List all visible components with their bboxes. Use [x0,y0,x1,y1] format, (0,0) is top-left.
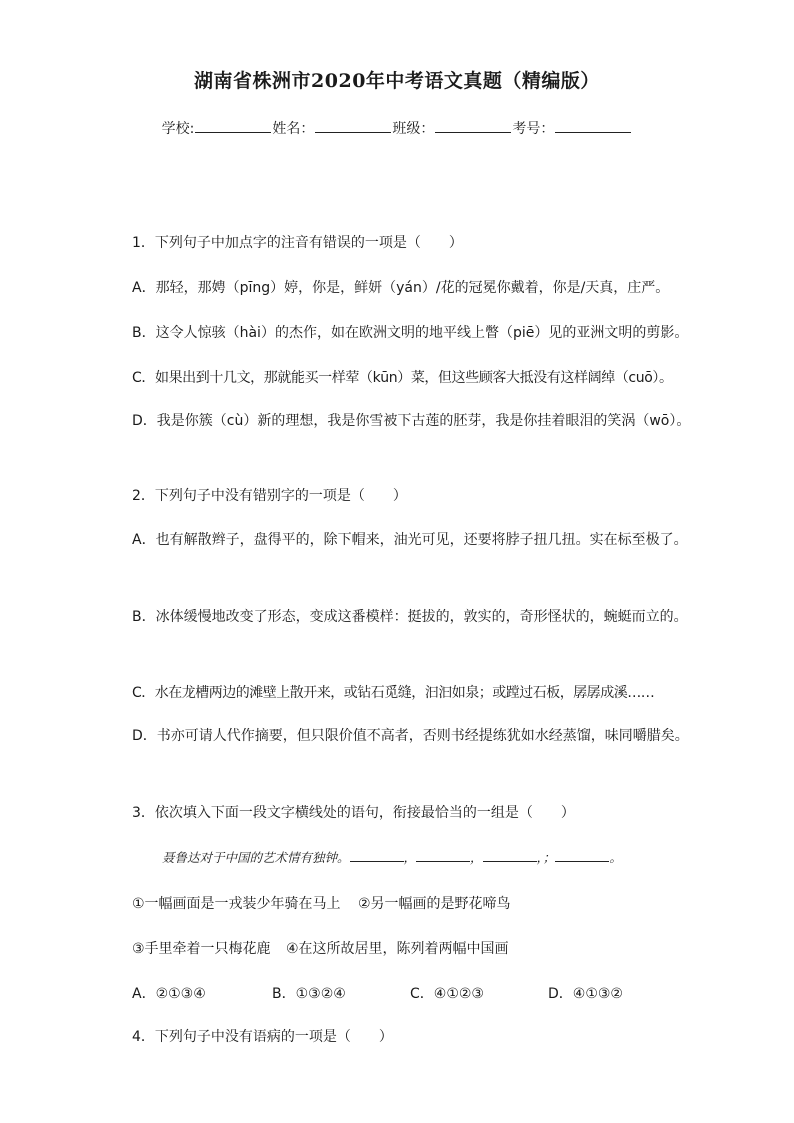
q3-option-b: B．①③②④ [272,986,346,1002]
q3-item-4: ④在这所故居里，陈列着两幅中国画 [286,941,509,957]
q2-option-d: D．书亦可请人代作摘要，但只限价值不高者，否则书经提练犹如水经蒸馏，味同嚼腊矣。 [132,728,689,744]
q3-blank-1 [350,849,404,862]
school-label: 学校: [161,121,195,137]
q3-passage [162,848,622,866]
school-blank[interactable] [195,118,271,133]
q3-item-2: ②另一幅画的是野花啼鸟 [358,896,511,912]
q1-option-d: D．我是你簇（cù）新的理想，我是你雪被下古莲的胚芽，我是你挂着眼泪的笑涡（wō）。 [132,413,691,429]
q3-passage-sep1: ， [403,850,417,865]
q3-passage-sep3: ， [536,850,543,865]
page-title: 湖南省株洲市2020年中考语文真题（精编版） [194,70,600,92]
class-label: 班级： [392,121,435,137]
q1-stem: 1．下列句子中加点字的注音有错误的一项是（ ） [132,235,463,251]
name-label: 姓名： [272,121,315,137]
q3-passage-sep4: ； [542,850,556,865]
q2-option-c: C．水在龙槽两边的滩壁上散开来，或钻石觅缝，汩汩如泉；或蹚过石板，孱孱成溪…… [132,685,655,701]
q3-passage-lead: 聂鲁达对于中国的艺术情有独钟。 [162,850,350,865]
q3-blank-4 [555,849,609,862]
q3-option-c: C．④①②③ [410,986,484,1002]
student-info-row [0,118,794,138]
q3-option-d: D．④①③② [548,986,623,1002]
q2-option-a: A．也有解散辫子，盘得平的，除下帽来，油光可见，还要将脖子扭几扭。实在标至极了。 [132,532,688,548]
q1-option-c: C．如果出到十几文，那就能买一样荤（kūn）菜，但这些顾客大抵没有这样阔绰（cuō）。 [132,370,673,386]
number-label: 考号： [512,121,555,137]
q3-item-3: ③手里牵着一只梅花鹿 [132,941,271,957]
q2-option-b: B．冰体缓慢地改变了形态，变成这番模样：挺拔的，敦实的，奇形怪状的，蜿蜓而立的。 [132,609,688,625]
q3-passage-end: 。 [609,850,622,865]
q3-stem: 3．依次填入下面一段文字横线处的语句，衔接最恰当的一组是（ ） [132,805,575,821]
q1-option-b: B．这令人惊骇（hài）的杰作，如在欧洲文明的地平线上瞥（piē）见的亚洲文明的剪影。 [132,325,689,341]
q3-item-1: ①一幅画面是一戎装少年骑在马上 [132,896,341,912]
q2-stem: 2．下列句子中没有错别字的一项是（ ） [132,488,407,504]
q1-option-a: A．那轻，那娉（pīng）婷，你是，鲜妍（yán）/花的冠冕你戴着，你是/天真，庄严。 [132,280,670,296]
q3-blank-2 [416,849,470,862]
q3-passage-sep2: ， [470,850,483,865]
number-blank[interactable] [555,118,631,133]
class-blank[interactable] [435,118,511,133]
q3-blank-3 [483,849,537,862]
q4-stem: 4．下列句子中没有语病的一项是（ ） [132,1029,393,1045]
name-blank[interactable] [315,118,391,133]
q3-option-a: A．②①③④ [132,986,206,1002]
